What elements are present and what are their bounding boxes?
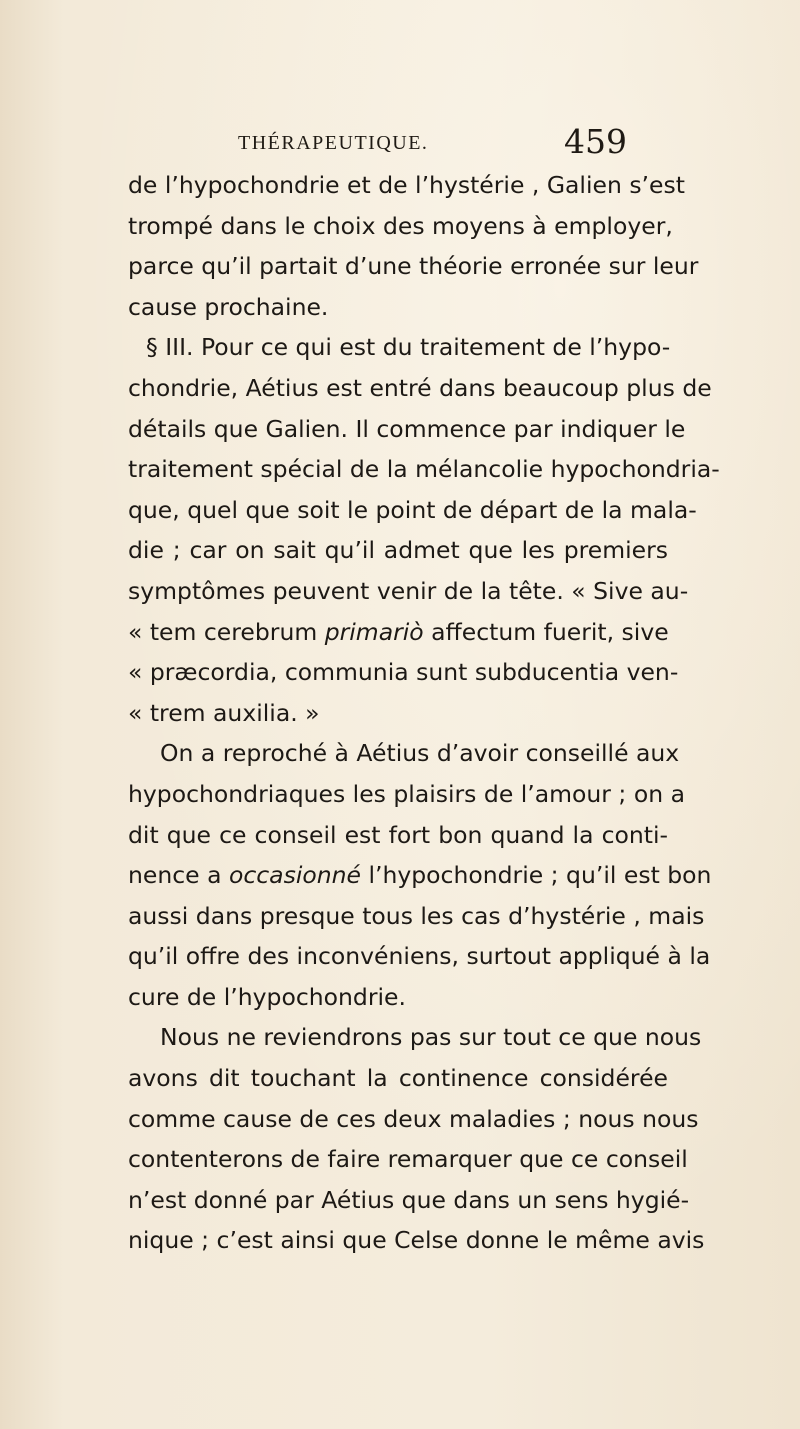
text-line: que, quel que soit le point de départ de la mala- [128,495,697,524]
text-fragment: nence a [128,861,229,890]
text-line: avons dit touchant la continence considérée [128,1064,668,1093]
text-line: de l’hypochondrie et de l’hystérie , Galien s’est [128,171,685,199]
text-line: cure de l’hypochondrie. [128,982,406,1011]
text-line: « præcordia, communia sunt subducentia ven- [128,658,679,687]
text-line: die ; car on sait qu’il admet que les premiers [128,536,668,565]
italic-word: occasionné [228,861,361,890]
text-line: nique ; c’est ainsi que Celse donne le même avis [128,1226,705,1255]
text-fragment: affectum fuerit, sive [423,617,669,646]
text-fragment: « tem cerebrum [128,617,325,646]
italic-word: primariò [324,617,424,646]
text-line: cause prochaine. [128,292,329,321]
text-fragment: l’hypochondrie ; qu’il est bon [360,861,712,890]
text-line: détails que Galien. Il commence par indiquer le [128,414,686,443]
body-text [128,165,720,1261]
text-line: dit que ce conseil est fort bon quand la conti- [128,820,668,849]
text-line: « trem auxilia. » [128,698,320,727]
text-line: trompé dans le choix des moyens à employer, [128,211,673,240]
paragraph-start-line: Nous ne reviendrons pas sur tout ce que nous [160,1023,702,1052]
text-line: parce qu’il partait d’une théorie erronée sur leur [128,252,699,281]
section-heading-line: § III. Pour ce qui est du traitement de l’hypo- [146,333,671,362]
text-line: hypochondriaques les plaisirs de l’amour ; on a [128,779,685,808]
text-line [128,855,712,896]
text-line: comme cause de ces deux maladies ; nous nous [128,1104,699,1133]
page-number: 459 [564,122,627,161]
text-line: n’est donné par Aétius que dans un sens hygié- [128,1185,690,1214]
paragraph-start-line: On a reproché à Aétius d’avoir conseillé aux [160,739,680,768]
text-line: aussi dans presque tous les cas d’hystérie , mais [128,901,705,930]
text-line: qu’il offre des inconvéniens, surtout appliqué à la [128,942,711,971]
text-line: symptômes peuvent venir de la tête. « Sive au- [128,576,689,605]
running-head-title: THÉRAPEUTIQUE. [238,132,429,154]
text-line [128,612,668,653]
text-line: traitement spécial de la mélancolie hypochondria- [128,455,720,484]
text-line: chondrie, Aétius est entré dans beaucoup plus de [128,373,712,402]
text-line: contenterons de faire remarquer que ce conseil [128,1145,688,1174]
